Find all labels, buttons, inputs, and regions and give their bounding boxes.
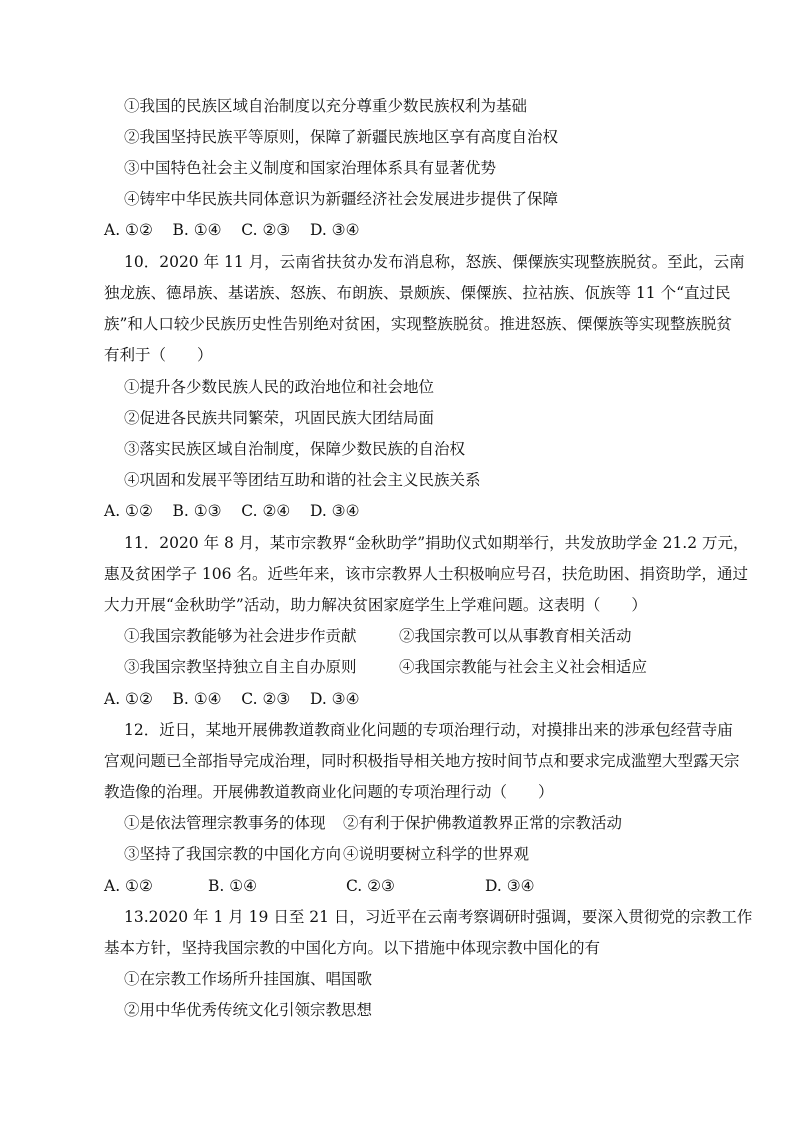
q12-option-2: ②有利于保护佛教道教界正常的宗教活动 [343,814,623,832]
q12-option-3: ③坚持了我国宗教的中国化方向 [124,845,342,863]
q12-stem-line-3: 教造像的治理。开展佛教道教商业化问题的专项治理行动（ ） [104,783,554,801]
q10-option-1: ①提升各少数民族人民的政治地位和社会地位 [124,378,435,396]
q9-option-4: ④铸牢中华民族共同体意识为新疆经济社会发展进步提供了保障 [124,190,559,208]
q10-option-3: ③落实民族区域自治制度，保障少数民族的自治权 [124,440,466,458]
q13-option-1: ①在宗教工作场所升挂国旗、唱国歌 [124,970,373,988]
q11-stem-line-3: 大力开展“金秋助学”活动，助力解决贫困家庭学生上学难问题。这表明（ ） [104,596,647,614]
q12-option-1: ①是依法管理宗教事务的体现 [124,814,326,832]
q10-stem-line-3: 族”和人口较少民族历史性告别绝对贫困，实现整族脱贫。推进怒族、傈僳族等实现整族脱贫 [104,315,732,333]
q10-choices: A. ①② B. ①③ C. ②④ D. ③④ [104,502,360,520]
q9-option-3: ③中国特色社会主义制度和国家治理体系具有显著优势 [124,159,497,177]
q11-stem-line-1: 11．2020 年 8 月，某市宗教界“金秋助学”捐助仪式如期举行，共发放助学金 21.2 万元， [124,534,749,552]
q10-stem-line-1: 10．2020 年 11 月，云南省扶贫办发布消息称，怒族、傈僳族实现整族脱贫。至此，云南 [124,253,745,271]
q11-option-2: ②我国宗教可以从事教育相关活动 [399,627,632,645]
q13-stem-line-2: 基本方针，坚持我国宗教的中国化方向。以下措施中体现宗教中国化的有 [104,939,601,957]
q13-stem-line-1: 13.2020 年 1 月 19 日至 21 日，习近平在云南考察调研时强调，要深入贯彻党的宗教工作 [124,908,753,926]
q10-option-4: ④巩固和发展平等团结互助和谐的社会主义民族关系 [124,471,481,489]
q12-stem-line-2: 宫观问题已全部指导完成治理，同时积极指导相关地方按时间节点和要求完成滥塑大型露天宗 [104,752,740,770]
q9-option-1: ①我国的民族区域自治制度以充分尊重少数民族权利为基础 [124,97,528,115]
q12-choice-b: B. ①④ [208,877,258,895]
q12-choice-a: A. ①② [104,877,153,895]
q9-choices: A. ①② B. ①④ C. ②③ D. ③④ [104,221,360,239]
q11-stem-line-2: 惠及贫困学子 106 名。近些年来，该市宗教界人士积极响应号召，扶危助困、捐资助学，通过 [104,565,748,583]
q10-option-2: ②促进各民族共同繁荣，巩固民族大团结局面 [124,409,435,427]
q11-choices: A. ①② B. ①④ C. ②③ D. ③④ [104,690,360,708]
q11-option-3: ③我国宗教坚持独立自主自办原则 [124,658,357,676]
q13-option-2: ②用中华优秀传统文化引领宗教思想 [124,1001,373,1019]
q10-stem-line-4: 有利于（ ） [104,346,213,364]
q11-option-1: ①我国宗教能够为社会进步作贡献 [124,627,357,645]
q12-choice-c: C. ②③ [346,877,395,895]
q9-option-2: ②我国坚持民族平等原则，保障了新疆民族地区享有高度自治权 [124,128,559,146]
q12-stem-line-1: 12．近日，某地开展佛教道教商业化问题的专项治理行动，对摸排出来的涉承包经营寺庙 [124,721,733,739]
q10-stem-line-2: 独龙族、德昂族、基诺族、怒族、布朗族、景颇族、傈僳族、拉祜族、佤族等 11 个“直过民 [104,284,731,302]
q11-option-4: ④我国宗教能与社会主义社会相适应 [399,658,648,676]
q12-choice-d: D. ③④ [485,877,535,895]
q12-option-4: ④说明要树立科学的世界观 [343,845,530,863]
